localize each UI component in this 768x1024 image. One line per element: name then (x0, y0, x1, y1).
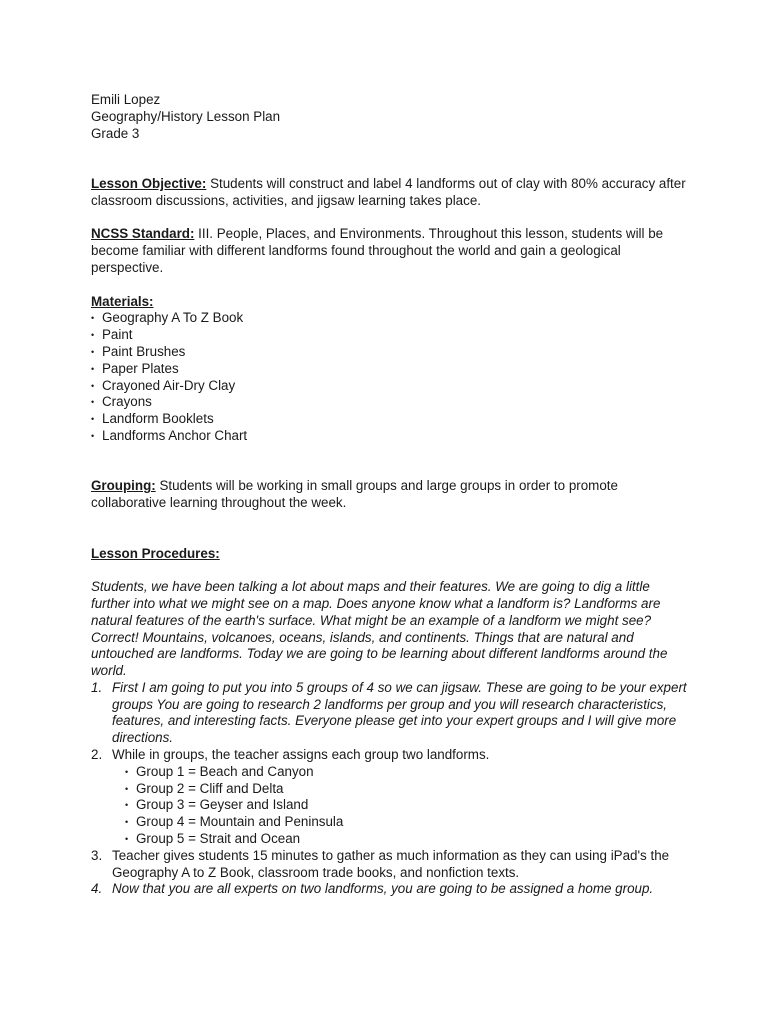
standard-text: III. People, Places, and Environments. Throughout this lesson, students will be become familiar with different landforms found throughout the world and gain a geological perspective. (91, 226, 664, 275)
objective-paragraph (91, 176, 691, 210)
list-item: • Landform Booklets (91, 411, 691, 428)
procedures-heading: Lesson Procedures: (91, 545, 220, 561)
list-item: • Crayons (91, 394, 691, 411)
grouping-paragraph (91, 478, 691, 512)
grouping-label: Grouping: (91, 478, 156, 494)
lesson-plan-page (91, 92, 691, 898)
step-number: 4. (91, 881, 103, 897)
step-number: 3. (91, 847, 103, 863)
materials-list (91, 310, 691, 444)
step-text: While in groups, the teacher assigns each group two landforms. (112, 747, 490, 763)
list-item: • Group 3 = Geyser and Island (125, 797, 691, 814)
objective-label: Lesson Objective: (91, 175, 207, 191)
list-item: • Group 2 = Cliff and Delta (125, 781, 691, 798)
document-subject: Geography/History Lesson Plan (91, 108, 281, 124)
step-text: Now that you are all experts on two landforms, you are going to be assigned a home group. (112, 881, 654, 897)
list-item: • Group 5 = Strait and Ocean (125, 831, 691, 848)
procedure-step (91, 680, 691, 747)
list-item: • Paper Plates (91, 361, 691, 378)
procedures-intro: Students, we have been talking a lot about maps and their features. We are going to dig a little further into what we might see on a map. Does anyone know what a landform is? Landforms are natural features of the earth's surface. What might be an example of a landform we might see? Correct! Mountains, volcanoes, oceans, islands, and continents. Things that are natural and untouched are landforms. Today we are going to be learning about different landforms around the world. (91, 579, 668, 679)
procedure-steps (91, 680, 691, 898)
standard-label: NCSS Standard: (91, 226, 195, 242)
list-item: • Group 1 = Beach and Canyon (125, 764, 691, 781)
author-name: Emili Lopez (91, 92, 161, 107)
group-list (112, 764, 691, 848)
materials-heading: Materials: (91, 293, 154, 309)
list-item: • Group 4 = Mountain and Peninsula (125, 814, 691, 831)
grade-level: Grade 3 (91, 125, 140, 141)
standard-paragraph (91, 226, 691, 276)
procedure-step (91, 747, 691, 848)
grouping-text: Students will be working in small groups and large groups in order to promote collaborative learning throughout the week. (91, 478, 618, 511)
list-item: • Paint (91, 327, 691, 344)
list-item: • Paint Brushes (91, 344, 691, 361)
list-item: • Landforms Anchor Chart (91, 428, 691, 445)
list-item: • Geography A To Z Book (91, 310, 691, 327)
list-item: • Crayoned Air-Dry Clay (91, 378, 691, 395)
step-number: 2. (91, 747, 103, 763)
step-number: 1. (91, 679, 103, 695)
objective-text: Students will construct and label 4 landforms out of clay with 80% accuracy after classroom discussions, activities, and jigsaw learning takes place. (91, 175, 686, 208)
step-text: First I am going to put you into 5 groups of 4 so we can jigsaw. These are going to be your expert groups You are going to research 2 landforms per group and you will research characteristics, features, and interesting facts. Everyone please get into your expert groups and I will give more directions. (112, 679, 687, 746)
step-text: Teacher gives students 15 minutes to gather as much information as they can using iPad's the Geography A to Z Book, classroom trade books, and nonfiction texts. (112, 847, 670, 880)
procedure-step (91, 848, 691, 882)
procedure-step (91, 881, 691, 898)
